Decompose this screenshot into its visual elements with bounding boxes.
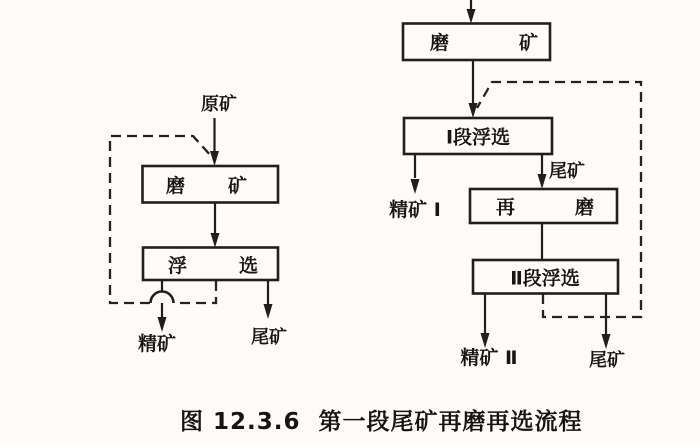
left-recycle-dashed-line bbox=[110, 136, 216, 303]
final-tailings-label: 尾矿 bbox=[589, 350, 625, 371]
right-feed-arrowhead-icon bbox=[467, 9, 476, 24]
left-flotation-label: 浮选 bbox=[168, 255, 311, 277]
right-grinding-label: 磨矿 bbox=[430, 32, 609, 54]
regrind-arrowhead-icon bbox=[538, 174, 547, 189]
left-feed-label: 原矿 bbox=[201, 94, 237, 115]
stage2-concentrate-arrowhead-icon bbox=[481, 333, 490, 348]
left-feed-arrowhead-icon bbox=[210, 151, 219, 166]
left-grinding-label: 磨矿 bbox=[166, 175, 291, 197]
stage2-flotation-label: Ⅱ段浮选 bbox=[510, 267, 580, 290]
regrind-label: 再磨 bbox=[496, 196, 655, 219]
stage1-tailings-label: 尾矿 bbox=[549, 161, 585, 182]
right-stage1-arrowhead-icon bbox=[469, 103, 478, 118]
left-flotation-arrowhead-icon bbox=[211, 233, 220, 248]
left-tailings-arrowhead-icon bbox=[264, 304, 273, 319]
final-tailings-arrowhead-icon bbox=[602, 334, 611, 349]
left-tailings-label: 尾矿 bbox=[251, 327, 287, 348]
figure-caption: 图 12.3.6 第一段尾矿再磨再选流程 bbox=[180, 409, 583, 435]
left-concentrate-arrowhead-icon bbox=[158, 317, 167, 332]
left-line-hop-arc bbox=[151, 292, 174, 304]
stage1-concentrate-arrowhead-icon bbox=[411, 179, 420, 194]
left-concentrate-label: 精矿 bbox=[137, 333, 177, 355]
stage2-concentrate-label: 精矿 Ⅱ bbox=[460, 347, 518, 369]
stage1-concentrate-label: 精矿 Ⅰ bbox=[389, 199, 441, 221]
stage1-flotation-label: Ⅰ段浮选 bbox=[445, 126, 511, 149]
